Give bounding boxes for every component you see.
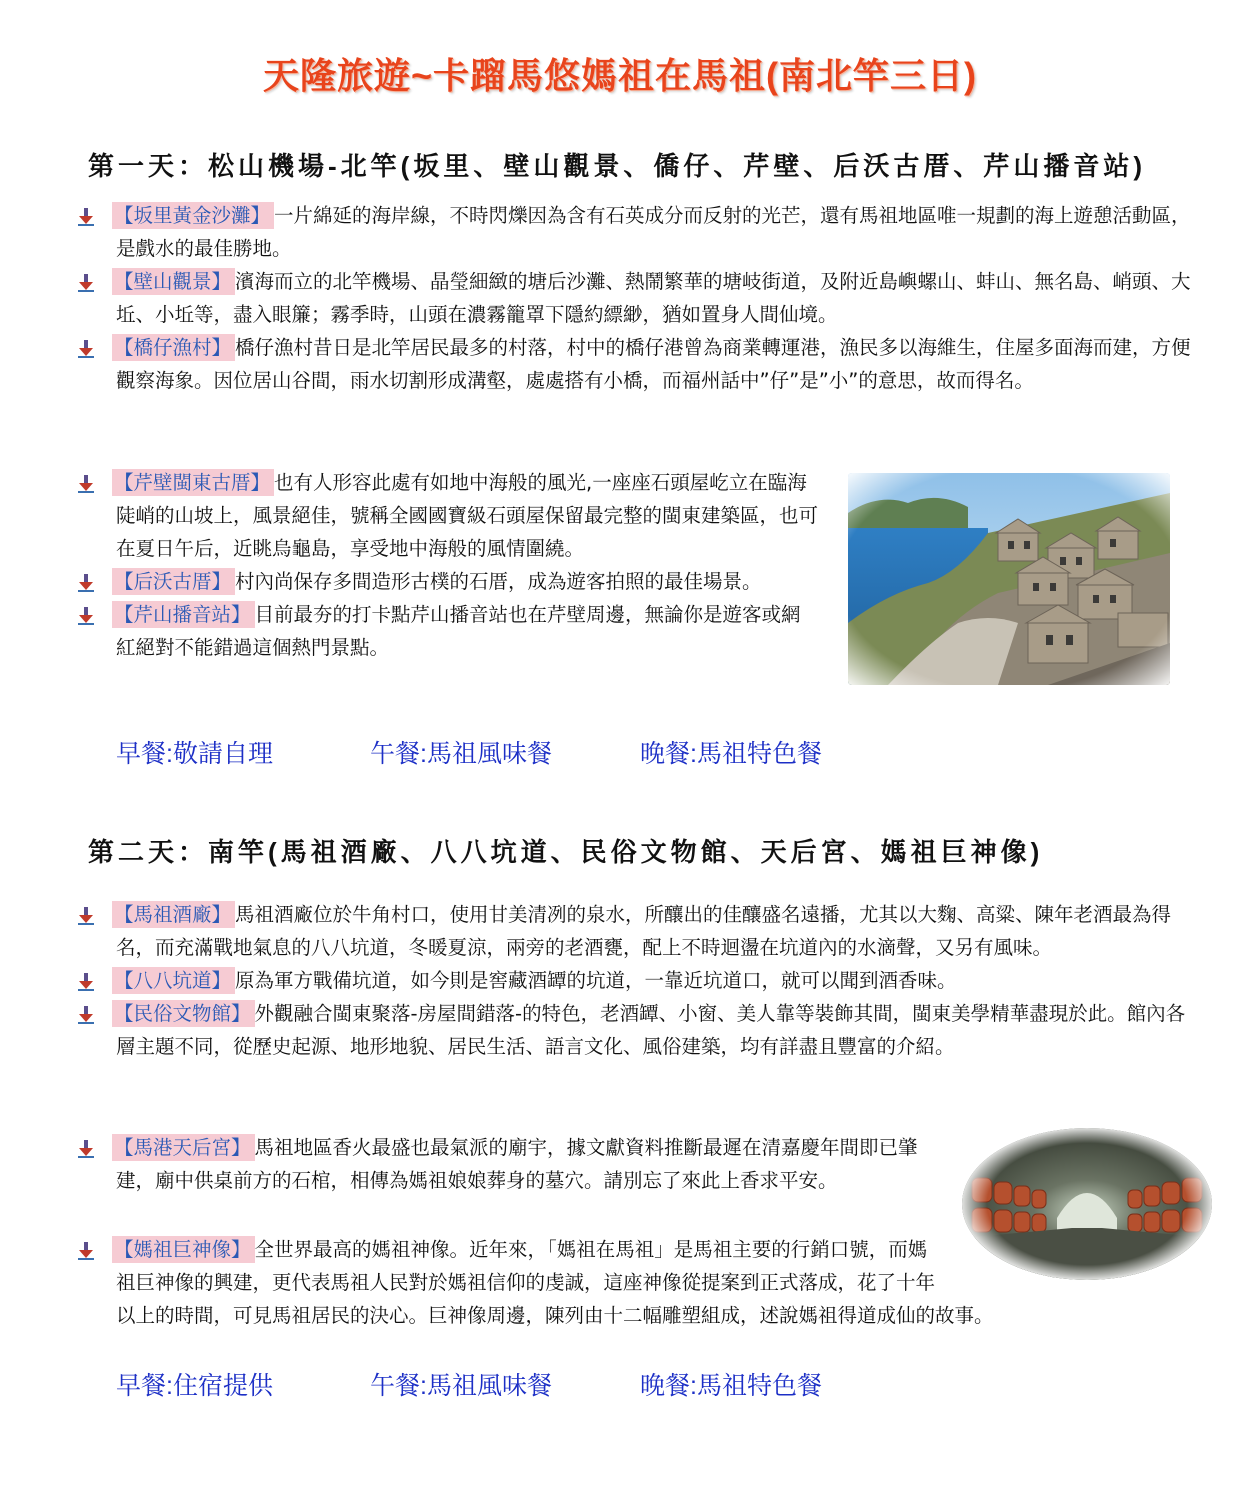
item-tag: 【坂里黃金沙灘】 bbox=[112, 202, 274, 229]
tunnel-wine-jars-photo bbox=[962, 1128, 1212, 1280]
arrow-bullet-icon bbox=[78, 574, 94, 592]
item-text: 馬祖酒廠位於牛角村口，使用甘美清冽的泉水，所釀出的佳釀盛名遠播，尤其以大麴、高粱、陳年老酒最為得名，而充滿戰地氣息的八八坑道，冬暖夏涼，兩旁的老酒甕，配上不時迴盪在坑道內的水滴聲，又另有風味。 bbox=[116, 903, 1172, 959]
item-text: 也有人形容此處有如地中海般的風光,一座座石頭屋屹立在臨海陡峭的山坡上，風景絕佳，號稱全國國寶級石頭屋保留最完整的閩東建築區，也可在夏日午后，近眺烏龜島，享受地中海般的風情圍繞。 bbox=[116, 471, 819, 560]
item-text: 原為軍方戰備坑道，如今則是窖藏酒罈的坑道，一靠近坑道口，就可以聞到酒香味。 bbox=[235, 969, 957, 992]
item-tag: 【馬祖酒廠】 bbox=[112, 901, 235, 928]
day2-item-list bbox=[78, 898, 1198, 1063]
item-text: 目前最夯的打卡點芹山播音站也在芹壁周邊，無論你是遊客或網紅絕對不能錯過這個熱門景點。 bbox=[116, 603, 801, 659]
item-tag: 【媽祖巨神像】 bbox=[112, 1236, 255, 1263]
item-tag: 【八八坑道】 bbox=[112, 967, 235, 994]
lunch-label: 午餐:馬祖風味餐 bbox=[370, 1372, 552, 1400]
day1-heading: 第一天：松山機場-北竿(坂里、壁山觀景、僑仔、芹壁、后沃古厝、芹山播音站) bbox=[88, 151, 1146, 181]
item-tag: 【橋仔漁村】 bbox=[112, 334, 235, 361]
breakfast-label: 早餐:住宿提供 bbox=[116, 1372, 273, 1400]
arrow-bullet-icon bbox=[78, 475, 94, 493]
list-item bbox=[78, 898, 1198, 964]
day1-meals bbox=[116, 734, 822, 770]
dinner-label: 晚餐:馬祖特色餐 bbox=[640, 1372, 822, 1400]
arrow-bullet-icon bbox=[78, 274, 94, 292]
day1-item-list bbox=[78, 199, 1198, 397]
list-item bbox=[78, 1131, 940, 1197]
day2-heading: 第二天：南竿(馬祖酒廠、八八坑道、民俗文物館、天后宮、媽祖巨神像) bbox=[88, 837, 1044, 867]
arrow-bullet-icon bbox=[78, 208, 94, 226]
arrow-bullet-icon bbox=[78, 973, 94, 991]
list-item bbox=[78, 331, 1198, 397]
list-item bbox=[78, 598, 820, 664]
day2-item-list-narrow bbox=[78, 1131, 940, 1197]
item-text: 全世界最高的媽祖神像。近年來，「媽祖在馬祖」是馬祖主要的行銷口號，而媽祖巨神像的興建，更代表馬祖人民對於媽祖信仰的虔誠，這座神像從提案到正式落成，花了十年以上的時間，可見馬祖居民的決心。巨神像周邊，陳列由十二幅雕塑組成，述說媽祖得道成仙的故事。 bbox=[116, 1238, 994, 1327]
item-text: 村內尚保存多間造形古樸的石厝，成為遊客拍照的最佳場景。 bbox=[235, 570, 762, 593]
stone-village-photo bbox=[848, 473, 1170, 685]
list-item bbox=[78, 265, 1198, 331]
item-text: 濱海而立的北竿機場、晶瑩細緻的塘后沙灘、熱鬧繁華的塘岐街道，及附近島嶼螺山、蚌山、無名島、峭頭、大坵、小坵等，盡入眼簾；霧季時，山頭在濃霧籠罩下隱約縹緲，猶如置身人間仙境。 bbox=[116, 270, 1191, 326]
item-text: 馬祖地區香火最盛也最氣派的廟宇，據文獻資料推斷最遲在清嘉慶年間即已肇建，廟中供桌前方的石棺，相傳為媽祖娘娘葬身的墓穴。請別忘了來此上香求平安。 bbox=[116, 1136, 918, 1192]
list-item bbox=[78, 199, 1198, 265]
list-item bbox=[78, 466, 820, 565]
item-text: 橋仔漁村昔日是北竿居民最多的村落，村中的橋仔港曾為商業轉運港，漁民多以海維生，住屋多面海而建，方便觀察海象。因位居山谷間，雨水切割形成溝壑，處處搭有小橋，而福州話中”仔”是”小”的意思，故而得名。 bbox=[116, 336, 1191, 392]
arrow-bullet-icon bbox=[78, 907, 94, 925]
item-tag: 【芹山播音站】 bbox=[112, 601, 255, 628]
list-item bbox=[78, 997, 1198, 1063]
arrow-bullet-icon bbox=[78, 340, 94, 358]
arrow-bullet-icon bbox=[78, 1242, 94, 1260]
list-item bbox=[78, 964, 1198, 997]
lunch-label: 午餐:馬祖風味餐 bbox=[370, 740, 552, 768]
list-item bbox=[78, 565, 820, 598]
page-title: 天隆旅遊~卡蹓馬悠媽祖在馬祖(南北竿三日) bbox=[262, 55, 977, 96]
arrow-bullet-icon bbox=[78, 607, 94, 625]
item-tag: 【后沃古厝】 bbox=[112, 568, 235, 595]
item-tag: 【芹壁閩東古厝】 bbox=[112, 469, 274, 496]
item-text: 一片綿延的海岸線，不時閃爍因為含有石英成分而反射的光芒，還有馬祖地區唯一規劃的海上遊憩活動區，是戲水的最佳勝地。 bbox=[116, 204, 1191, 260]
day2-meals bbox=[116, 1366, 822, 1402]
day1-item-list-narrow bbox=[78, 466, 820, 664]
arrow-bullet-icon bbox=[78, 1006, 94, 1024]
dinner-label: 晚餐:馬祖特色餐 bbox=[640, 740, 822, 768]
arrow-bullet-icon bbox=[78, 1140, 94, 1158]
item-tag: 【壁山觀景】 bbox=[112, 268, 235, 295]
item-tag: 【民俗文物館】 bbox=[112, 1000, 255, 1027]
item-text: 外觀融合閩東聚落-房屋間錯落-的特色，老酒罈、小窗、美人靠等裝飾其間，閩東美學精華盡現於此。館內各層主題不同，從歷史起源、地形地貌、居民生活、語言文化、風俗建築，均有詳盡且豐富的介紹。 bbox=[116, 1002, 1186, 1058]
breakfast-label: 早餐:敬請自理 bbox=[116, 740, 273, 768]
item-tag: 【馬港天后宮】 bbox=[112, 1134, 255, 1161]
